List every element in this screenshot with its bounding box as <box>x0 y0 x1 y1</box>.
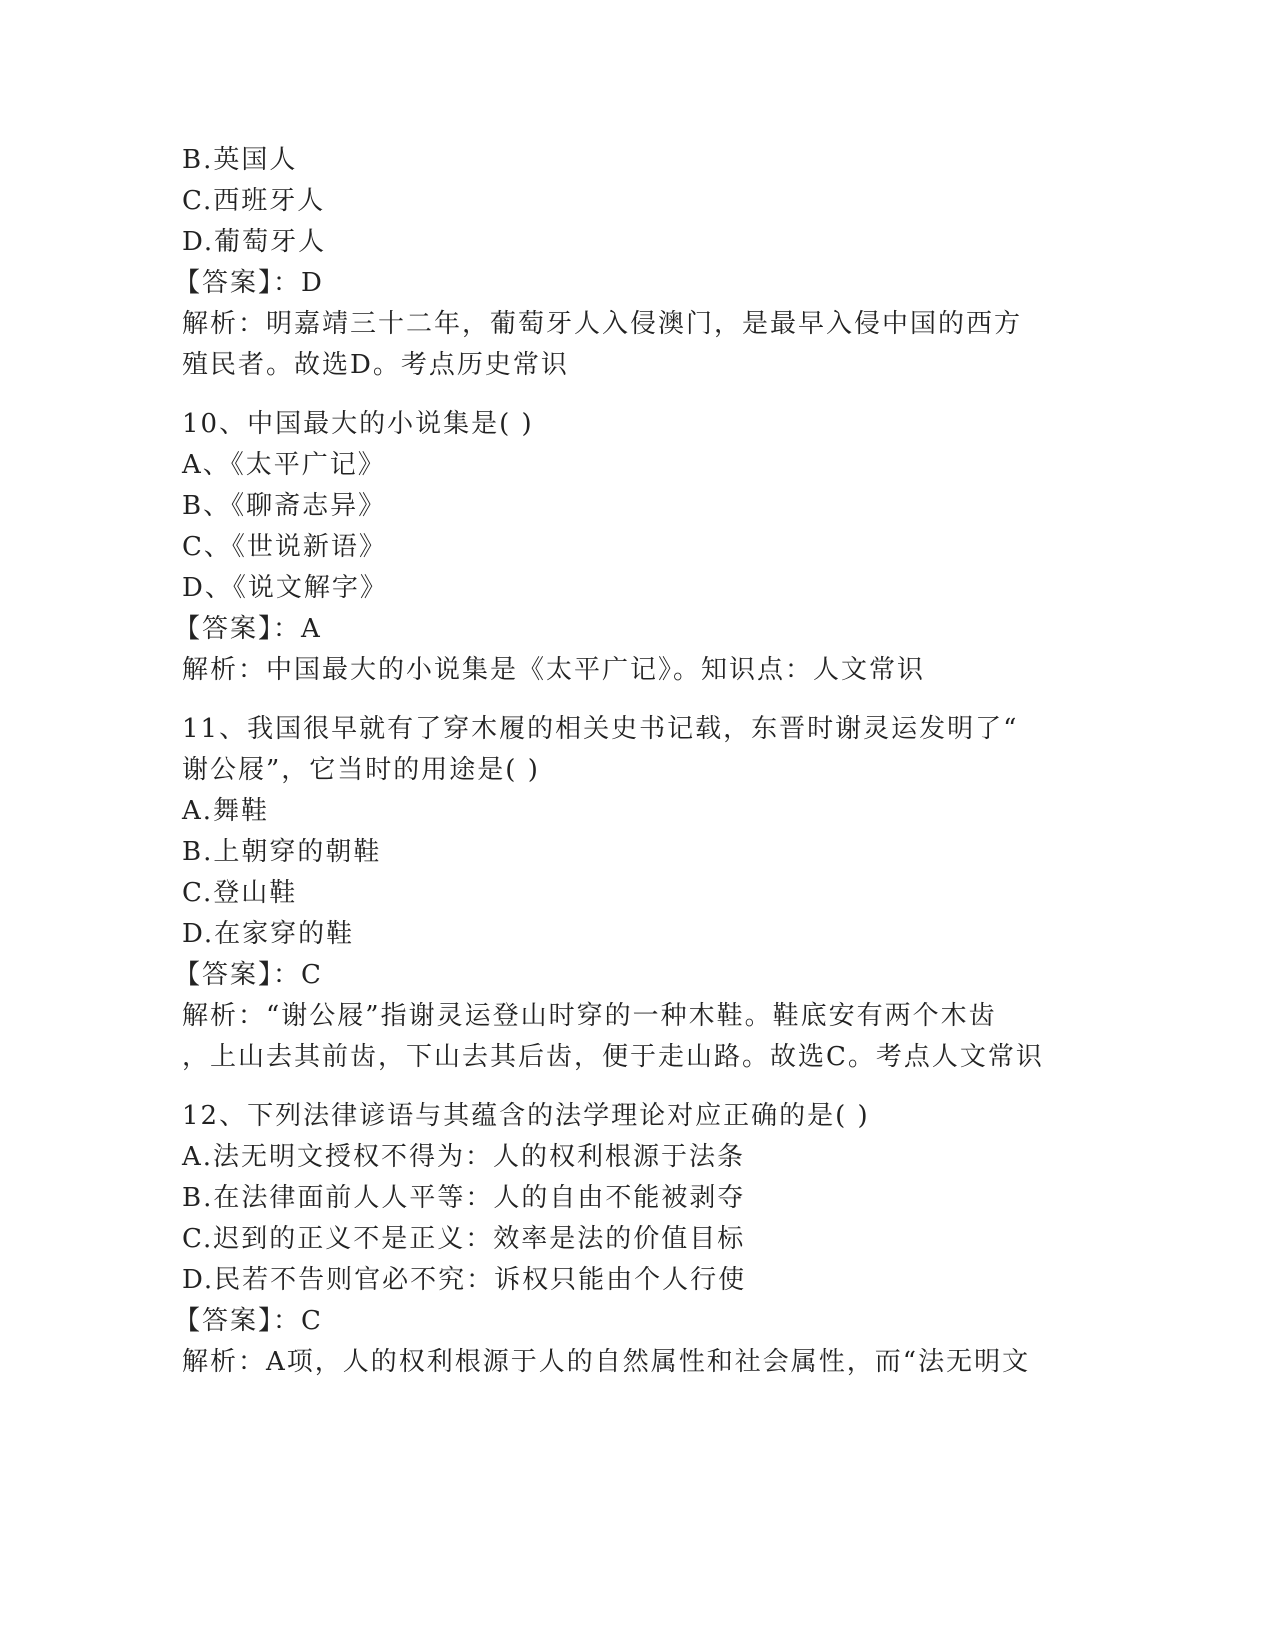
question-stem: 谢公屐”，它当时的用途是( ) <box>182 755 540 785</box>
option-a: A.舞鞋 <box>182 796 270 826</box>
answer-line: 【答案】：C <box>174 960 323 990</box>
analysis-line: 解析：A项，人的权利根源于人的自然属性和社会属性，而“法无明文 <box>182 1347 1031 1377</box>
option-c: C.登山鞋 <box>182 878 298 908</box>
question-11-block <box>174 709 1082 1078</box>
answer-line: 【答案】：C <box>174 1306 323 1336</box>
option-b: B.上朝穿的朝鞋 <box>182 837 382 867</box>
analysis-line: 殖民者。故选D。考点历史常识 <box>182 350 569 380</box>
question-stem: 11、我国很早就有了穿木履的相关史书记载，东晋时谢灵运发明了“ <box>182 714 1019 744</box>
analysis-line: ，上山去其前齿，下山去其后齿，便于走山路。故选C。考点人文常识 <box>182 1042 1044 1072</box>
option-b: B.在法律面前人人平等：人的自由不能被剥夺 <box>182 1183 746 1213</box>
question-stem: 12、下列法律谚语与其蕴含的法学理论对应正确的是( ) <box>182 1101 870 1131</box>
spacer <box>182 386 1082 404</box>
question-12-block <box>174 1096 1082 1383</box>
analysis-line: 解析：“谢公屐”指谢灵运登山时穿的一种木鞋。鞋底安有两个木齿 <box>182 1001 997 1031</box>
question-10-block <box>174 404 1082 691</box>
option-d: D.葡萄牙人 <box>182 227 327 257</box>
option-c: C.迟到的正义不是正义：效率是法的价值目标 <box>182 1224 746 1254</box>
spacer <box>182 691 1082 709</box>
question-9-block <box>174 140 1082 386</box>
option-b: B、《聊斋志异》 <box>182 491 387 521</box>
option-a: A、《太平广记》 <box>182 450 386 480</box>
option-c: C.西班牙人 <box>182 186 326 216</box>
option-d: D.民若不告则官必不究：诉权只能由个人行使 <box>182 1265 747 1295</box>
option-a: A.法无明文授权不得为：人的权利根源于法条 <box>182 1142 746 1172</box>
analysis-line: 解析：中国最大的小说集是《太平广记》。知识点：人文常识 <box>182 655 926 685</box>
answer-line: 【答案】：A <box>174 614 322 644</box>
spacer <box>182 1078 1082 1096</box>
option-d: D.在家穿的鞋 <box>182 919 355 949</box>
question-stem: 10、中国最大的小说集是( ) <box>182 409 534 439</box>
document-page <box>174 140 1082 1383</box>
option-d: D、《说文解字》 <box>182 573 388 603</box>
answer-line: 【答案】：D <box>174 268 324 298</box>
analysis-line: 解析：明嘉靖三十二年，葡萄牙人入侵澳门，是最早入侵中国的西方 <box>182 309 1023 339</box>
option-c: C、《世说新语》 <box>182 532 387 562</box>
option-b: B.英国人 <box>182 145 298 175</box>
